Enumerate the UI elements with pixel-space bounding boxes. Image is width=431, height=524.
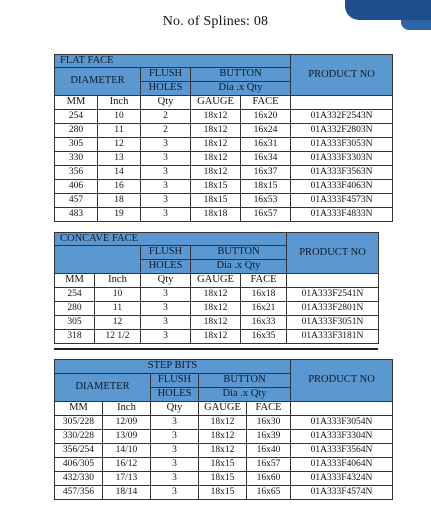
qty-cell: 2 <box>141 110 191 124</box>
button-header-line2: Dia .x Qty <box>191 82 291 96</box>
mm-cell: 305/228 <box>55 416 103 430</box>
inch-cell: 11 <box>95 302 141 316</box>
table-divider <box>54 348 378 350</box>
table-row <box>55 208 393 222</box>
qty-header: Qty <box>141 274 191 288</box>
button-header-line1: BUTTON <box>191 68 291 82</box>
qty-header: Qty <box>151 402 199 416</box>
mm-header: MM <box>55 96 98 110</box>
inch-header: Inch <box>103 402 151 416</box>
gauge-cell: 18x12 <box>199 430 247 444</box>
product-cell: 01A333F3563N <box>291 166 393 180</box>
table-row <box>55 486 393 500</box>
flush-holes-header-line1: FLUSH <box>141 246 191 260</box>
mm-cell: 305 <box>55 138 98 152</box>
product-cell: 01A333F4574N <box>291 486 393 500</box>
mm-cell: 330 <box>55 152 98 166</box>
mm-cell: 356 <box>55 166 98 180</box>
table-row <box>55 316 379 330</box>
mm-cell: 406/305 <box>55 458 103 472</box>
page-title: No. of Splines: 08 <box>162 14 269 29</box>
table-row <box>55 194 393 208</box>
diameter-header: DIAMETER <box>55 68 141 96</box>
product-cell: 01A332F2543N <box>291 110 393 124</box>
product-cell: 01A333F3051N <box>287 316 379 330</box>
table-row <box>55 444 393 458</box>
qty-cell: 3 <box>141 316 191 330</box>
table-row <box>55 430 393 444</box>
gauge-cell: 18x12 <box>191 152 241 166</box>
product-cell: 01A333F2541N <box>287 288 379 302</box>
face-cell: 16x24 <box>241 124 291 138</box>
section-title: FLAT FACE <box>55 55 291 68</box>
qty-cell: 3 <box>151 416 199 430</box>
table-row <box>55 180 393 194</box>
mm-cell: 457 <box>55 194 98 208</box>
section-header-row <box>55 55 393 68</box>
flush-holes-header-line2: HOLES <box>141 260 191 274</box>
qty-cell: 3 <box>151 458 199 472</box>
section-header-row <box>55 233 379 246</box>
qty-cell: 3 <box>141 166 191 180</box>
inch-cell: 18 <box>98 194 141 208</box>
inch-cell: 11 <box>98 124 141 138</box>
inch-cell: 10 <box>98 110 141 124</box>
qty-cell: 3 <box>141 152 191 166</box>
subheader-row <box>55 274 379 288</box>
product-cell: 01A333F3304N <box>291 430 393 444</box>
mm-cell: 280 <box>55 124 98 138</box>
gauge-cell: 18x12 <box>191 166 241 180</box>
button-header-line2: Dia .x Qty <box>199 388 291 402</box>
product-cell: 01A333F3564N <box>291 444 393 458</box>
mm-header: MM <box>55 402 103 416</box>
mm-cell: 318 <box>55 330 95 344</box>
product-no-header: PRODUCT NO <box>287 233 379 274</box>
product-cell: 01A333F3181N <box>287 330 379 344</box>
diameter-header-blank <box>55 246 141 274</box>
table-row <box>55 152 393 166</box>
face-cell: 18x15 <box>241 180 291 194</box>
gauge-cell: 18x12 <box>191 330 241 344</box>
product-cell: 01A333F4063N <box>291 180 393 194</box>
product-no-header: PRODUCT NO <box>291 360 393 402</box>
gauge-header: GAUGE <box>191 96 241 110</box>
section-title: STEP BITS <box>55 360 291 374</box>
button-header-line2: Dia .x Qty <box>191 260 287 274</box>
inch-cell: 10 <box>95 288 141 302</box>
gauge-header: GAUGE <box>191 274 241 288</box>
face-cell: 16x35 <box>241 330 287 344</box>
inch-cell: 12 <box>98 138 141 152</box>
product-no-header: PRODUCT NO <box>291 55 393 96</box>
mm-cell: 280 <box>55 302 95 316</box>
face-cell: 16x33 <box>241 316 287 330</box>
subheader-row <box>55 402 393 416</box>
gauge-cell: 18x15 <box>191 180 241 194</box>
diameter-header: DIAMETER <box>55 374 151 402</box>
inch-cell: 13/09 <box>103 430 151 444</box>
inch-cell: 19 <box>98 208 141 222</box>
gauge-cell: 18x12 <box>191 124 241 138</box>
flush-holes-header-line1: FLUSH <box>141 68 191 82</box>
product-cell: 01A333F4833N <box>291 208 393 222</box>
section-title: CONCAVE FACE <box>55 233 287 246</box>
inch-cell: 16/12 <box>103 458 151 472</box>
gauge-header: GAUGE <box>199 402 247 416</box>
mm-cell: 254 <box>55 288 95 302</box>
mm-cell: 432/330 <box>55 472 103 486</box>
face-cell: 16x57 <box>241 208 291 222</box>
gauge-cell: 18x15 <box>199 458 247 472</box>
step-bits-table <box>54 359 393 500</box>
qty-cell: 3 <box>141 208 191 222</box>
qty-cell: 3 <box>151 430 199 444</box>
gauge-cell: 18x18 <box>191 208 241 222</box>
flush-holes-header-line2: HOLES <box>141 82 191 96</box>
table-row <box>55 458 393 472</box>
table-row <box>55 472 393 486</box>
subheader-row <box>55 96 393 110</box>
face-cell: 16x31 <box>241 138 291 152</box>
table-row <box>55 330 379 344</box>
face-cell: 16x60 <box>247 472 291 486</box>
product-cell: 01A333F2801N <box>287 302 379 316</box>
product-cell: 01A332F2803N <box>291 124 393 138</box>
product-cell: 01A333F3054N <box>291 416 393 430</box>
qty-cell: 3 <box>151 444 199 458</box>
face-header: FACE <box>241 274 287 288</box>
gauge-cell: 18x12 <box>199 416 247 430</box>
qty-cell: 3 <box>141 330 191 344</box>
face-cell: 16x20 <box>241 110 291 124</box>
inch-cell: 14/10 <box>103 444 151 458</box>
mm-header: MM <box>55 274 95 288</box>
face-cell: 16x37 <box>241 166 291 180</box>
face-cell: 16x34 <box>241 152 291 166</box>
gauge-cell: 18x12 <box>191 138 241 152</box>
qty-cell: 3 <box>141 302 191 316</box>
qty-cell: 2 <box>141 124 191 138</box>
flush-holes-header-line2: HOLES <box>151 388 199 402</box>
button-header-line1: BUTTON <box>191 246 287 260</box>
qty-cell: 3 <box>141 288 191 302</box>
table-row <box>55 138 393 152</box>
qty-cell: 3 <box>141 180 191 194</box>
face-cell: 16x53 <box>241 194 291 208</box>
qty-cell: 3 <box>151 486 199 500</box>
gauge-cell: 18x12 <box>191 302 241 316</box>
flat-face-table <box>54 54 393 222</box>
mm-cell: 406 <box>55 180 98 194</box>
mm-cell: 330/228 <box>55 430 103 444</box>
blank-cell <box>291 402 393 416</box>
qty-header: Qty <box>141 96 191 110</box>
inch-cell: 16 <box>98 180 141 194</box>
inch-cell: 18/14 <box>103 486 151 500</box>
inch-cell: 14 <box>98 166 141 180</box>
inch-header: Inch <box>98 96 141 110</box>
product-cell: 01A333F3053N <box>291 138 393 152</box>
inch-header: Inch <box>95 274 141 288</box>
gauge-cell: 18x12 <box>199 444 247 458</box>
qty-cell: 3 <box>141 138 191 152</box>
table-row <box>55 110 393 124</box>
mm-cell: 254 <box>55 110 98 124</box>
section-header-row <box>55 360 393 374</box>
face-header: FACE <box>247 402 291 416</box>
blank-cell <box>291 96 393 110</box>
face-header: FACE <box>241 96 291 110</box>
flush-holes-header-line1: FLUSH <box>151 374 199 388</box>
inch-cell: 12/09 <box>103 416 151 430</box>
face-cell: 16x18 <box>241 288 287 302</box>
qty-cell: 3 <box>141 194 191 208</box>
gauge-cell: 18x15 <box>199 472 247 486</box>
mm-cell: 356/254 <box>55 444 103 458</box>
face-cell: 16x21 <box>241 302 287 316</box>
product-cell: 01A333F4324N <box>291 472 393 486</box>
concave-face-table <box>54 232 379 344</box>
blank-cell <box>287 274 379 288</box>
qty-cell: 3 <box>151 472 199 486</box>
face-cell: 16x40 <box>247 444 291 458</box>
face-cell: 16x30 <box>247 416 291 430</box>
gauge-cell: 18x12 <box>191 110 241 124</box>
inch-cell: 17/13 <box>103 472 151 486</box>
table-row <box>55 302 379 316</box>
gauge-cell: 18x15 <box>199 486 247 500</box>
mm-cell: 457/356 <box>55 486 103 500</box>
product-cell: 01A333F4064N <box>291 458 393 472</box>
inch-cell: 13 <box>98 152 141 166</box>
gauge-cell: 18x12 <box>191 288 241 302</box>
gauge-cell: 18x12 <box>191 316 241 330</box>
table-row <box>55 288 379 302</box>
product-cell: 01A333F4573N <box>291 194 393 208</box>
gauge-cell: 18x15 <box>191 194 241 208</box>
face-cell: 16x39 <box>247 430 291 444</box>
table-row <box>55 416 393 430</box>
mm-cell: 305 <box>55 316 95 330</box>
table-row <box>55 124 393 138</box>
table-row <box>55 166 393 180</box>
mm-cell: 483 <box>55 208 98 222</box>
product-cell: 01A333F3303N <box>291 152 393 166</box>
button-header-line1: BUTTON <box>199 374 291 388</box>
inch-cell: 12 <box>95 316 141 330</box>
face-cell: 16x57 <box>247 458 291 472</box>
face-cell: 16x65 <box>247 486 291 500</box>
inch-cell: 12 1/2 <box>95 330 141 344</box>
